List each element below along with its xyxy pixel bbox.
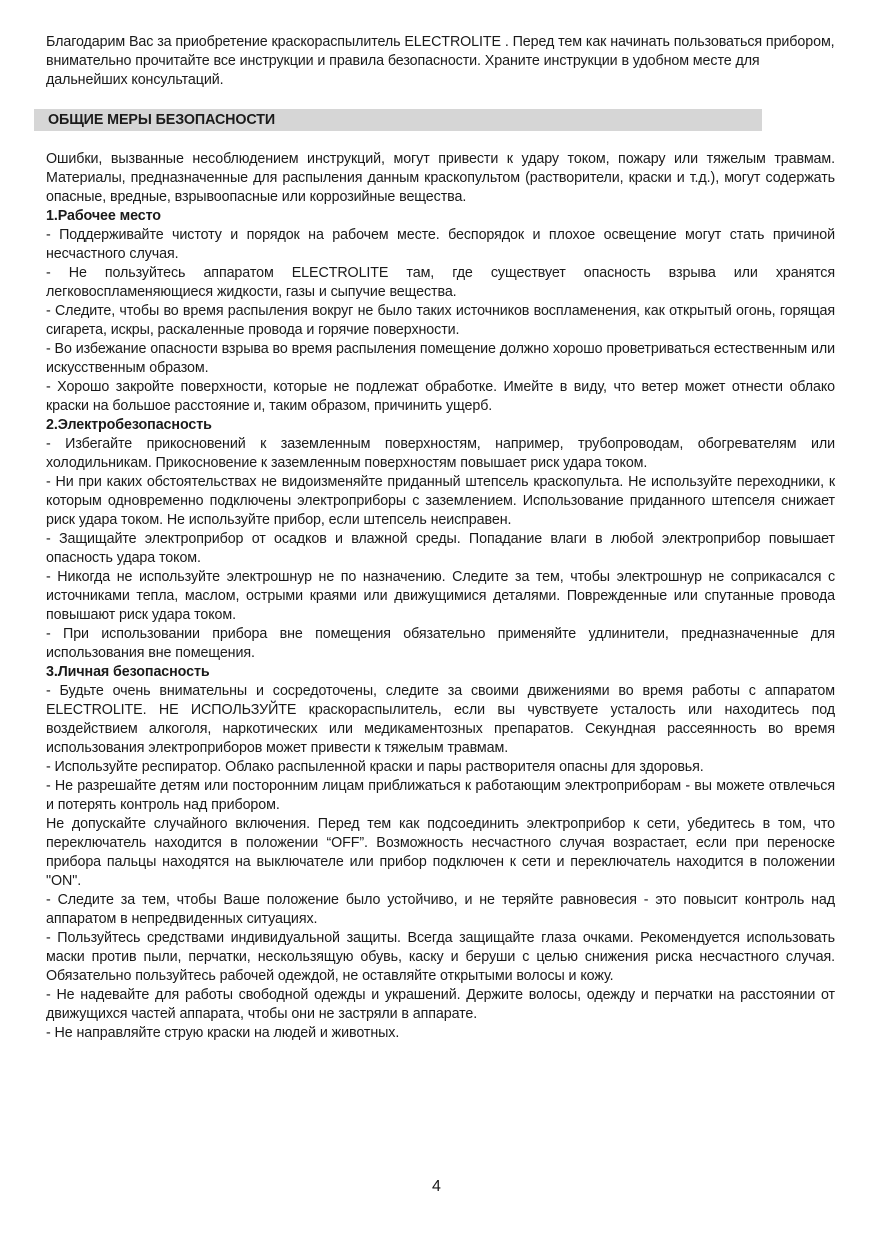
list-item: - Будьте очень внимательны и сосредоточены, следите за своими движениями во время работы с аппаратом ELECTROLITE. НЕ ИСПОЛЬЗУЙТЕ краскораспылитель, если вы чувствуете усталость или находитесь под воздействием алкоголя, наркотических или медикаментозных препаратов. Секундная рассеянность во время использования электроприборов может привести к тяжелым травмам. <box>46 683 835 756</box>
page-number: 4 <box>432 1178 441 1195</box>
list-item: - Пользуйтесь средствами индивидуальной защиты. Всегда защищайте глаза очками. Рекомендуется использовать маски против пыли, перчатки, нескользящую обувь, каску и беруши с целью снижения риска несчастного случая. Обязательно пользуйтесь рабочей одеждой, не оставляйте открытыми волосы и кожу. <box>46 930 835 984</box>
list-item: Не допускайте случайного включения. Перед тем как подсоединить электроприбор к сети, убедитесь в том, что переключатель находится в положении “OFF”. Возможность несчастного случая возрастает, если при переноске прибора пальцы находятся на выключателе или прибор подключен к сети и переключатель находится в положении "ON". <box>46 816 835 889</box>
list-item: - Во избежание опасности взрыва во время распыления помещение должно хорошо проветриваться естественным или искусственным образом. <box>46 341 835 376</box>
list-item: - Следите, чтобы во время распыления вокруг не было таких источников воспламенения, как открытый огонь, горящая сигарета, искры, раскаленные провода и горячие поверхности. <box>46 303 835 338</box>
list-item: - Следите за тем, чтобы Ваше положение было устойчиво, и не теряйте равновесия - это повысит контроль над аппаратом в непредвиденных ситуациях. <box>46 892 835 927</box>
subsection-work-area <box>46 207 835 416</box>
list-item: - Хорошо закройте поверхности, которые не подлежат обработке. Имейте в виду, что ветер может отнести облако краски на большое расстояние и, таким образом, причинить ущерб. <box>46 379 835 414</box>
list-item: - Не пользуйтесь аппаратом ELECTROLITE там, где существует опасность взрыва или хранятся легковоспламеняющиеся жидкости, газы и сыпучие вещества. <box>46 265 835 300</box>
list-item: - При использовании прибора вне помещения обязательно применяйте удлинители, предназначенные для использования вне помещения. <box>46 626 835 661</box>
subsection-personal-safety <box>46 663 835 1043</box>
section-title: ОБЩИЕ МЕРЫ БЕЗОПАСНОСТИ <box>48 112 276 128</box>
lead-paragraph: Ошибки, вызванные несоблюдением инструкций, могут привести к удару током, пожару или тяжелым травмам. Материалы, предназначенные для распыления данным краскопультом (растворители, краски и т.д.), могут содержать опасные, вредные, взрывоопасные или коррозийные вещества. <box>46 151 835 205</box>
subsection-electrical-safety <box>46 416 835 663</box>
subsection-heading: 2.Электробезопасность <box>46 417 212 433</box>
list-item: - Не направляйте струю краски на людей и животных. <box>46 1025 400 1041</box>
subsection-heading: 3.Личная безопасность <box>46 664 210 680</box>
intro-block <box>46 33 835 90</box>
subsection-heading: 1.Рабочее место <box>46 208 161 224</box>
section-heading-bar <box>34 109 762 131</box>
intro-paragraph: Благодарим Вас за приобретение краскораспылитель ELECTROLITE . Перед тем как начинать пользоваться прибором, внимательно прочитайте все инструкции и правила безопасности. Храните инструкции в удобном месте для дальнейших консультаций. <box>46 34 835 88</box>
list-item: - Избегайте прикосновений к заземленным поверхностям, например, трубопроводам, обогревателям или холодильникам. Прикосновение к заземленным поверхностям повышает риск удара током. <box>46 436 835 471</box>
list-item: - Поддерживайте чистоту и порядок на рабочем месте. беспорядок и плохое освещение могут стать причиной несчастного случая. <box>46 227 835 262</box>
document-page <box>46 33 835 1043</box>
list-item: - Не разрешайте детям или посторонним лицам приближаться к работающим электроприборам - вы можете отвлечься и потерять контроль над прибором. <box>46 778 835 813</box>
list-item: - Никогда не используйте электрошнур не по назначению. Следите за тем, чтобы электрошнур не соприкасался с источниками тепла, маслом, острыми краями или движущимися деталями. Поврежденные или спутанные провода повышают риск удара током. <box>46 569 835 623</box>
list-item: - Используйте респиратор. Облако распыленной краски и пары растворителя опасны для здоровья. <box>46 759 704 775</box>
list-item: - Ни при каких обстоятельствах не видоизменяйте приданный штепсель краскопульта. Не используйте переходники, к которым одновременно подключены электроприборы с заземлением. Использование приданного штепселя снижает риск удара током. Не используйте прибор, если штепсель неисправен. <box>46 474 835 528</box>
list-item: - Защищайте электроприбор от осадков и влажной среды. Попадание влаги в любой электроприбор повышает опасность удара током. <box>46 531 835 566</box>
list-item: - Не надевайте для работы свободной одежды и украшений. Держите волосы, одежду и перчатки на расстоянии от движущихся частей аппарата, чтобы они не застряли в аппарате. <box>46 987 835 1022</box>
